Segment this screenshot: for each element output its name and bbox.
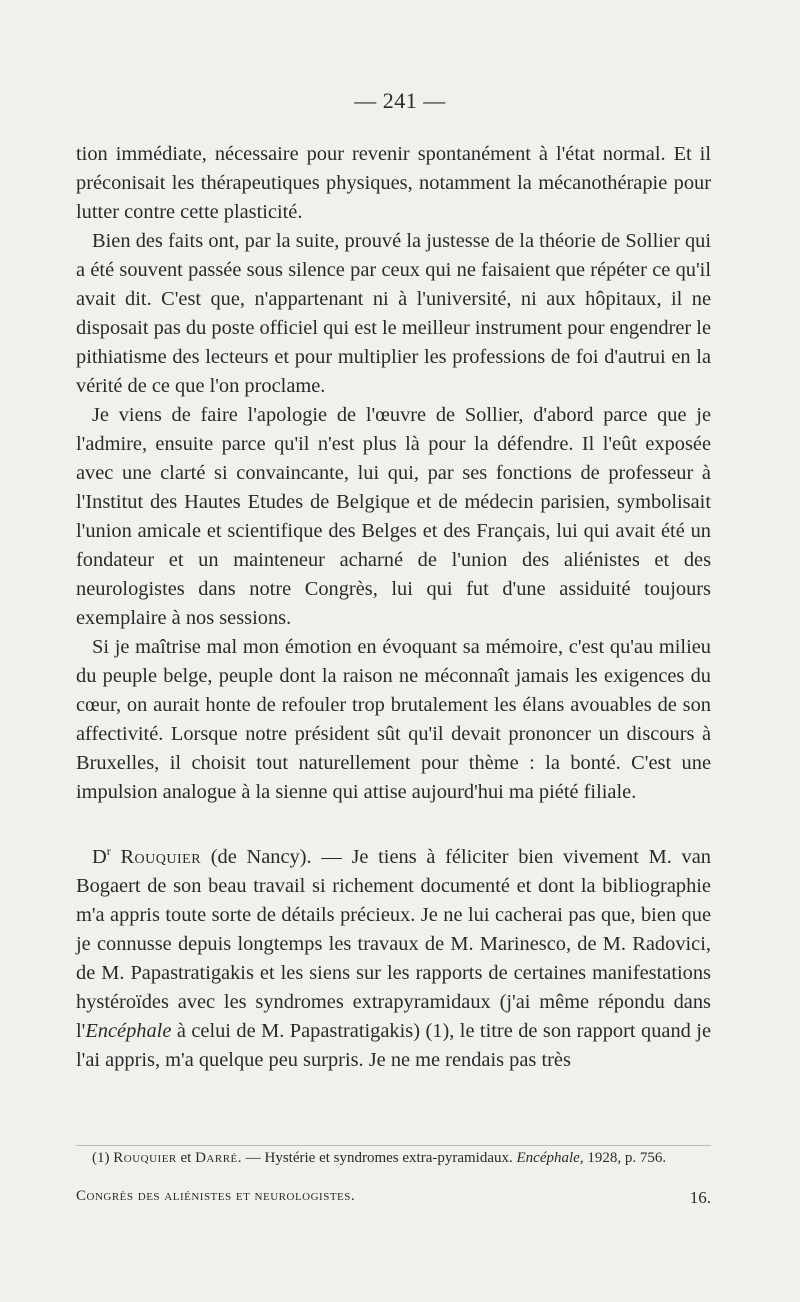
speaker-italic: Encéphale: [85, 1019, 172, 1042]
speaker-text-1: Je tiens à féliciter bien vivement M. van Bogaert de son beau travail si richement documenté et dont la bibliographie m'a appris toute sorte de détails précieux. Je ne lui cacherai pas que, bien que je connusse depuis longtemps les travaux de M. Marinesco, de M. Radovici, de M. Papastratigakis et les siens sur les rapports de certaines manifestations hystéroïdes avec les syndromes extrapyramidaux (j'ai même répondu dans l': [76, 845, 711, 1042]
footnote-and: et: [180, 1150, 192, 1166]
footnote-ref: 1928, p. 756.: [587, 1150, 667, 1166]
speaker-name: Rouquier: [120, 845, 202, 868]
footnote: [76, 1148, 711, 1168]
footnote-journal: Encéphale,: [516, 1150, 584, 1166]
speaker-text-2: à celui de M. Papastratigakis) (1), le titre de son rapport quand je l'ai appris, m'a quelque peu surpris. Je ne me rendais pas très: [76, 1019, 711, 1071]
speaker-place: (de Nancy).: [210, 845, 312, 868]
speaker-title: D: [92, 845, 107, 868]
paragraph-3: Je viens de faire l'apologie de l'œuvre de Sollier, d'abord parce que je l'admire, ensuite parce qu'il n'est plus là pour la défendre. Il l'eût exposée avec une clarté si convaincante, lui qui, par ses fonctions de professeur à l'Institut des Hautes Etudes de Belgique et de médecin parisien, symbolisait l'union amicale et scientifique des Belges et des Français, lui qui avait été un fondateur et un mainteneur acharné de l'union des aliénistes et des neurologistes dans notre Congrès, lui qui fut d'une assiduité toujours exemplaire à nos sessions.: [76, 404, 711, 629]
footer-title: Congrès des aliénistes et neurologistes.: [76, 1188, 356, 1204]
page-number: — 241 —: [354, 88, 446, 113]
speaker-paragraph: [76, 837, 711, 1075]
paragraph-1: tion immédiate, nécessaire pour revenir spontanément à l'état normal. Et il préconisait les thérapeutiques physiques, notamment la mécanothérapie pour lutter contre cette plasticité.: [76, 143, 711, 223]
body-text: [76, 140, 711, 1075]
sheet-number: 16.: [689, 1188, 711, 1207]
footnote-marker: (1): [92, 1150, 110, 1166]
footnote-rule: [76, 1145, 711, 1146]
paragraph-2: Bien des faits ont, par la suite, prouvé la justesse de la théorie de Sollier qui a été souvent passée sous silence par ceux qui ne faisaient que répéter ce qu'il avait dit. C'est que, n'appartenant ni à l'université, ni aux hôpitaux, il ne disposait pas du poste officiel qui est le meilleur instrument pour engendrer le pithiatisme des lecteurs et pour multiplier les professions de foi d'autrui en la vérité de ce que l'on proclame.: [76, 230, 711, 397]
paragraph-4: Si je maîtrise mal mon émotion en évoquant sa mémoire, c'est qu'au milieu du peuple belge, peuple dont la raison ne méconnaît jamais les exigences du cœur, on aurait honte de refouler trop brutalement les élans avouables de son affectivité. Lorsque notre président sût qu'il devait prononcer un discours à Bruxelles, il choisit tout naturellement pour thème : la bonté. C'est une impulsion analogue à la sienne qui attise aujourd'hui ma piété filiale.: [76, 636, 711, 803]
footnote-author-2: Darré.: [195, 1150, 242, 1166]
page-footer: [76, 1188, 711, 1208]
speaker-title-sup: r: [106, 844, 111, 858]
footnote-text: — Hystérie et syndromes extra-pyramidaux.: [245, 1150, 513, 1166]
speaker-dash: —: [321, 845, 342, 868]
footnote-author-1: Rouquier: [113, 1150, 177, 1166]
